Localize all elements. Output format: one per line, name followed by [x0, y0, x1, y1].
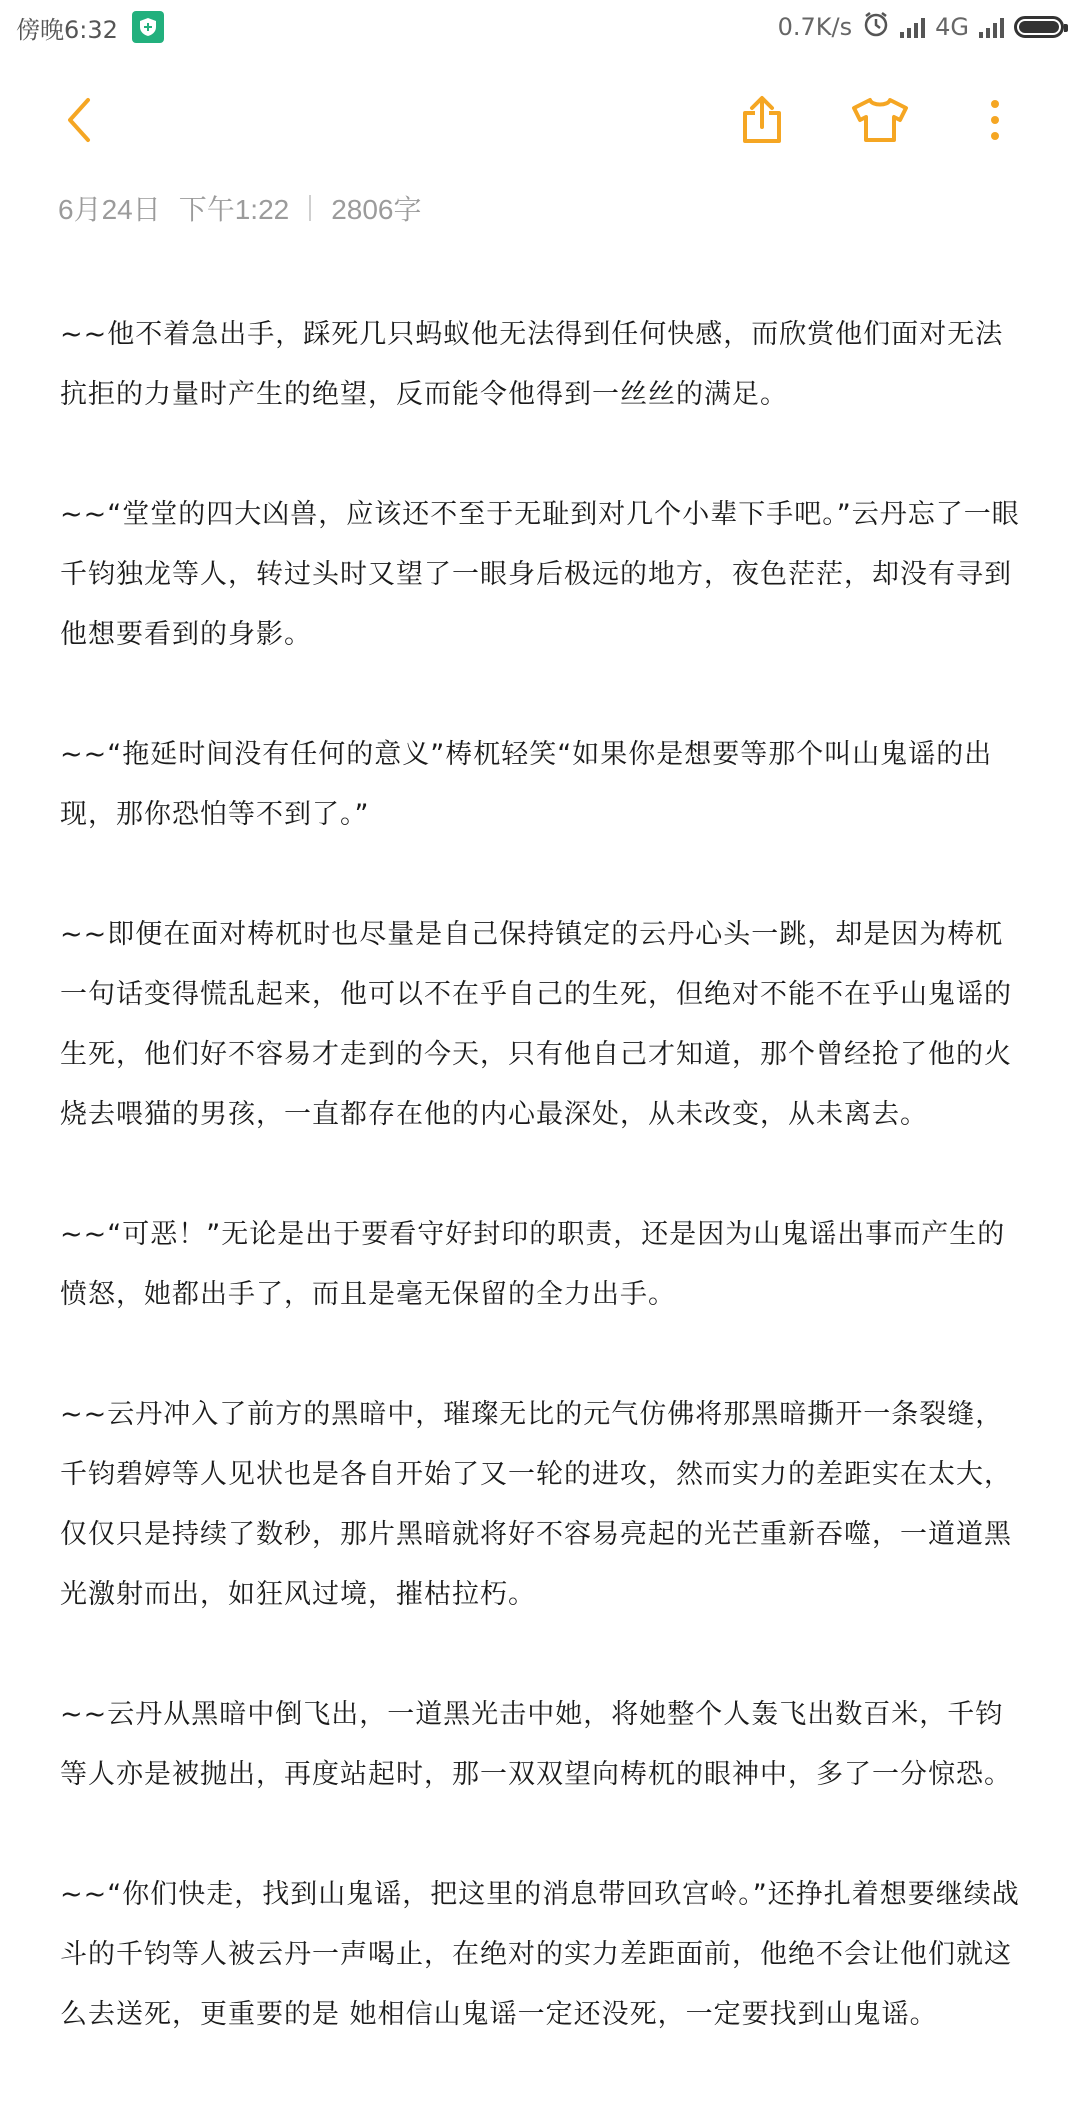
- share-button[interactable]: [722, 80, 802, 160]
- paragraph: ~~云丹从黑暗中倒飞出，一道黑光击中她，将她整个人轰飞出数百米，千钧等人亦是被抛出，再度站起时，那一双双望向梼杌的眼神中，多了一分惊恐。: [60, 1699, 1012, 1790]
- share-icon: [737, 95, 787, 145]
- theme-button[interactable]: [840, 80, 920, 160]
- paragraph: ~~即便在面对梼杌时也尽量是自己保持镇定的云丹心头一跳，却是因为梼杌一句话变得慌乱起来，他可以不在乎自己的生死，但绝对不能不在乎山鬼谣的生死，他们好不容易才走到的今天，只有他自己才知道，那个曾经抢了他的火烧去喂猫的男孩，一直都存在他的内心最深处，从未改变，从未离去。: [60, 919, 1012, 1130]
- note-time: 下午1:22: [178, 194, 290, 225]
- paragraph: ~~“拖延时间没有任何的意义”梼杌轻笑“如果你是想要等那个叫山鬼谣的出现，那你恐怕等不到了。”: [60, 739, 993, 830]
- toolbar: [0, 80, 1080, 160]
- paragraph: ~~“你们快走，找到山鬼谣，把这里的消息带回玖宫岭。”还挣扎着想要继续战斗的千钧等人被云丹一声喝止，在绝对的实力差距面前，他绝不会让他们就这么去送死，更重要的是 她相信山鬼谣一定还没死，一定要找到山鬼谣。: [60, 1879, 1020, 2030]
- paragraph: ~~他不着急出手，踩死几只蚂蚁他无法得到任何快感，而欣赏他们面对无法抗拒的力量时产生的绝望，反而能令他得到一丝丝的满足。: [60, 319, 1004, 410]
- word-count: 2806字: [331, 194, 422, 225]
- shirt-icon: [850, 96, 910, 144]
- status-right: [778, 10, 1064, 44]
- signal-icon: [900, 16, 925, 38]
- more-button[interactable]: [955, 80, 1035, 160]
- alarm-icon: [862, 10, 890, 44]
- battery-icon: [1014, 16, 1064, 38]
- paragraph: ~~“堂堂的四大凶兽，应该还不至于无耻到对几个小辈下手吧。”云丹忘了一眼千钧独龙等人，转过头时又望了一眼身后极远的地方，夜色茫茫，却没有寻到他想要看到的身影。: [60, 499, 1020, 650]
- network-type: 4G: [935, 13, 969, 41]
- meta-divider: [309, 195, 311, 221]
- note-meta: [58, 188, 422, 228]
- note-body[interactable]: [60, 305, 1020, 2105]
- shield-icon: [132, 11, 164, 43]
- status-left: [16, 10, 164, 45]
- note-date: 6月24日: [58, 194, 161, 225]
- net-speed: 0.7K/s: [777, 13, 853, 41]
- clock: 傍晚6:32: [16, 15, 118, 44]
- paragraph: ~~云丹冲入了前方的黑暗中，璀璨无比的元气仿佛将那黑暗撕开一条裂缝，千钧碧婷等人见状也是各自开始了又一轮的进攻，然而实力的差距实在太大，仅仅只是持续了数秒，那片黑暗就将好不容易亮起的光芒重新吞噬，一道道黑光激射而出，如狂风过境，摧枯拉朽。: [60, 1399, 1012, 1610]
- back-arrow-icon: [60, 96, 100, 144]
- more-vertical-icon: [987, 96, 1003, 144]
- signal-icon: [979, 16, 1004, 38]
- paragraph: ~~“可恶！”无论是出于要看守好封印的职责，还是因为山鬼谣出事而产生的愤怒，她都出手了，而且是毫无保留的全力出手。: [60, 1219, 1006, 1310]
- back-button[interactable]: [40, 80, 120, 160]
- status-bar: [0, 0, 1080, 54]
